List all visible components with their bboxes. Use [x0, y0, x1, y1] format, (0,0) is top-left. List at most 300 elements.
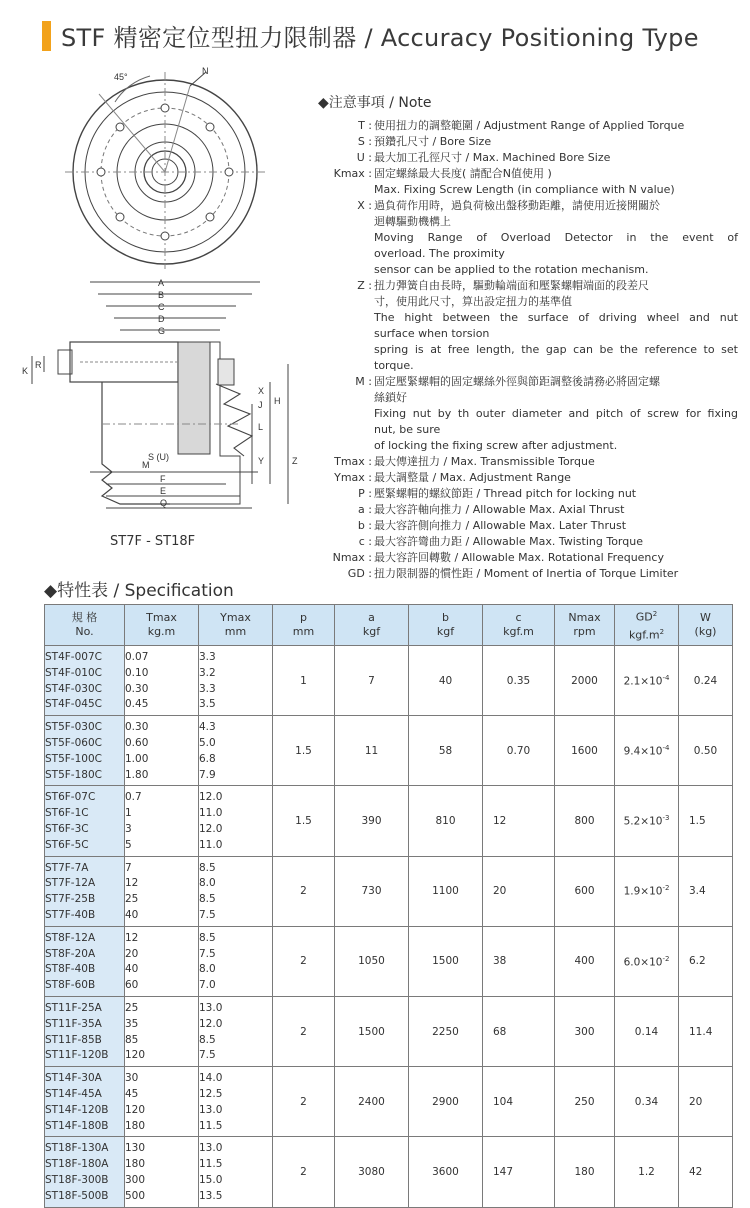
tmax-cell-value: 25 [125, 1001, 139, 1014]
tmax-cell-value: 1.00 [125, 752, 149, 765]
a-cell: 390 [335, 786, 409, 856]
w-cell: 20 [679, 1067, 733, 1137]
tmax-cell-value: 0.07 [125, 651, 149, 663]
spec-header-cell [615, 605, 679, 646]
note-line: torque. [374, 359, 414, 372]
model-cell-value: ST11F-85B [45, 1033, 102, 1046]
ymax-cell-value: 7.5 [199, 908, 216, 921]
c-cell: 12 [483, 786, 555, 856]
page-title-text: STF 精密定位型扭力限制器 / Accuracy Positioning Type [61, 24, 699, 52]
note-line: 固定螺絲最大長度( 請配合N值使用 ) [374, 167, 552, 180]
svg-text:X: X [258, 386, 265, 396]
nmax-cell: 1600 [555, 716, 615, 786]
note-value [374, 486, 738, 502]
spec-row [45, 646, 733, 716]
note-line: 最大容許側向推力 / Allowable Max. Later Thrust [374, 519, 627, 532]
note-line: 最大加工孔徑尺寸 / Max. Machined Bore Size [374, 151, 611, 164]
tmax-cell [125, 786, 199, 856]
c-cell: 0.70 [483, 716, 555, 786]
note-row [318, 502, 738, 518]
note-line: 使用扭力的調整範圍 / Adjustment Range of Applied Torque [374, 119, 685, 132]
model-cell-value: ST7F-25B [45, 893, 96, 906]
p-cell: 2 [273, 1067, 335, 1137]
ymax-cell-value: 12.0 [199, 791, 223, 804]
c-cell: 147 [483, 1137, 555, 1207]
tmax-cell-value: 1 [125, 807, 132, 820]
ymax-cell-value: 11.0 [199, 807, 223, 820]
model-cell-value: ST6F-3C [45, 822, 89, 835]
note-key: Z : [357, 279, 372, 292]
note-row [318, 454, 738, 470]
model-cell-value: ST14F-180B [45, 1119, 109, 1132]
model-cell [45, 716, 125, 786]
model-cell-value: ST18F-130A [45, 1142, 109, 1155]
note-key: GD : [347, 567, 372, 580]
note-value [374, 278, 738, 374]
ymax-cell-value: 12.0 [199, 1017, 223, 1030]
note-line: 扭力限制器的慣性距 / Moment of Inertia of Torque Limiter [374, 567, 679, 580]
tmax-cell-value: 130 [125, 1142, 146, 1155]
ymax-cell-value: 15.0 [199, 1173, 223, 1186]
note-row [318, 278, 738, 374]
note-line: 預鑽孔尺寸 / Bore Size [374, 135, 492, 148]
spec-header-cell [335, 605, 409, 646]
c-cell: 20 [483, 856, 555, 926]
note-line: 寸，使用此尺寸，算出設定扭力的基準值 [374, 295, 572, 308]
tmax-cell-value: 40 [125, 908, 139, 921]
note-row [318, 470, 738, 486]
nmax-cell: 300 [555, 996, 615, 1066]
ymax-cell-value: 11.5 [199, 1158, 223, 1171]
spec-header-cell [125, 605, 199, 646]
ymax-cell-value: 7.5 [199, 1049, 216, 1062]
tmax-cell-value: 500 [125, 1189, 146, 1202]
spec-row [45, 926, 733, 996]
model-cell [45, 646, 125, 716]
tmax-cell [125, 856, 199, 926]
note-row [318, 534, 738, 550]
tmax-cell-value: 45 [125, 1087, 139, 1100]
spec-header-row [45, 605, 733, 646]
gd-base: 9.4×10 [623, 745, 663, 758]
model-cell-value: ST18F-180A [45, 1158, 109, 1171]
tmax-cell-value: 0.30 [125, 721, 149, 734]
svg-text:Z: Z [292, 456, 298, 466]
w-cell: 1.5 [679, 786, 733, 856]
gd-base: 0.14 [634, 1025, 659, 1038]
header-sup: 2 [659, 628, 665, 636]
ymax-cell-value: 13.0 [199, 1103, 223, 1116]
b-cell: 3600 [409, 1137, 483, 1207]
ymax-cell-value: 13.5 [199, 1189, 223, 1202]
a-cell: 730 [335, 856, 409, 926]
spec-row [45, 716, 733, 786]
ymax-cell-value: 13.0 [199, 1001, 223, 1014]
ymax-cell-value: 8.5 [199, 931, 216, 944]
header-line-1: Nmax [568, 611, 601, 624]
header-line-2: (kg) [694, 625, 717, 638]
model-cell-value: ST7F-40B [45, 908, 96, 921]
model-cell-value: ST4F-010C [45, 666, 102, 679]
tmax-cell-value: 120 [125, 1049, 146, 1062]
spec-row [45, 1067, 733, 1137]
note-value [374, 518, 738, 534]
ymax-cell-value: 3.3 [199, 651, 216, 663]
note-line: Fixing nut by th outer diameter and pitch of screw for fixing [374, 407, 738, 420]
model-cell-value: ST8F-60B [45, 979, 96, 992]
gd-cell [615, 1067, 679, 1137]
note-row [318, 198, 738, 278]
spec-body [45, 646, 733, 1208]
b-cell: 58 [409, 716, 483, 786]
a-cell: 1050 [335, 926, 409, 996]
svg-text:Y: Y [258, 456, 265, 466]
model-cell-value: ST4F-030C [45, 682, 102, 695]
gd-exp: -2 [662, 954, 670, 963]
spec-header-cell [409, 605, 483, 646]
note-row [318, 118, 738, 134]
spec-header-cell [679, 605, 733, 646]
ymax-cell [199, 646, 273, 716]
tmax-cell-value: 30 [125, 1072, 139, 1085]
tmax-cell [125, 1137, 199, 1207]
ymax-cell-value: 8.5 [199, 893, 216, 906]
spec-heading: ◆特性表 / Specification [44, 581, 234, 601]
spec-row [45, 856, 733, 926]
tmax-cell [125, 926, 199, 996]
a-cell: 1500 [335, 996, 409, 1066]
ymax-cell [199, 786, 273, 856]
header-line-2: rpm [573, 625, 596, 638]
note-line: sensor can be applied to the rotation mechanism. [374, 263, 649, 276]
tmax-cell-value: 5 [125, 838, 132, 851]
notes-list [318, 118, 738, 582]
header-line-1: b [442, 611, 449, 624]
note-row [318, 566, 738, 582]
gd-base: 6.0×10 [623, 956, 663, 969]
note-row [318, 150, 738, 166]
header-line-2: kgf [362, 625, 381, 638]
svg-text:C: C [158, 302, 165, 312]
note-value [374, 150, 738, 166]
ymax-cell-value: 4.3 [199, 721, 216, 734]
svg-text:R: R [35, 360, 42, 370]
svg-text:M: M [142, 460, 150, 470]
ymax-cell-value: 8.0 [199, 963, 216, 976]
note-line: 最大調整量 / Max. Adjustment Range [374, 471, 571, 484]
drawing-svg [20, 64, 320, 584]
model-cell-value: ST8F-12A [45, 931, 96, 944]
svg-text:S (U): S (U) [148, 452, 169, 462]
model-cell-value: ST14F-30A [45, 1072, 102, 1085]
svg-text:L: L [258, 422, 264, 432]
model-cell [45, 786, 125, 856]
note-value [374, 534, 738, 550]
gd-exp: -2 [662, 884, 670, 893]
b-cell: 40 [409, 646, 483, 716]
model-cell-value: ST4F-007C [45, 651, 102, 663]
note-value [374, 198, 738, 278]
svg-text:J: J [258, 400, 263, 410]
a-cell: 11 [335, 716, 409, 786]
b-cell: 1500 [409, 926, 483, 996]
svg-text:K: K [22, 366, 29, 376]
note-key: c : [358, 535, 372, 548]
tmax-cell-value: 35 [125, 1017, 139, 1030]
model-cell [45, 856, 125, 926]
model-cell-value: ST7F-7A [45, 861, 89, 874]
svg-text:N: N [202, 66, 209, 76]
svg-text:G: G [158, 326, 166, 336]
p-cell: 1.5 [273, 786, 335, 856]
ymax-cell-value: 8.0 [199, 877, 216, 890]
b-cell: 2900 [409, 1067, 483, 1137]
nmax-cell: 250 [555, 1067, 615, 1137]
tmax-cell-value: 40 [125, 963, 139, 976]
drawing-caption: ST7F - ST18F [110, 534, 196, 549]
nmax-cell: 180 [555, 1137, 615, 1207]
note-line: 最大容許彎曲力距 / Allowable Max. Twisting Torque [374, 535, 643, 548]
nmax-cell: 800 [555, 786, 615, 856]
header-line-1: $GD^2$ [635, 610, 658, 624]
note-line: Moving Range of Overload Detector in the event of [374, 231, 738, 244]
model-cell-value: ST11F-35A [45, 1017, 102, 1030]
tmax-cell-value: 120 [125, 1103, 146, 1116]
model-cell-value: ST6F-1C [45, 807, 89, 820]
header-line-1: W [700, 611, 711, 624]
ymax-cell-value: 8.5 [199, 861, 216, 874]
w-cell: 0.24 [679, 646, 733, 716]
ymax-cell-value: 11.5 [199, 1119, 223, 1132]
w-cell: 42 [679, 1137, 733, 1207]
tmax-cell [125, 716, 199, 786]
tmax-cell-value: 12 [125, 877, 139, 890]
gd-cell [615, 926, 679, 996]
header-line-2: mm [292, 625, 315, 638]
note-line: 最大容許軸向推力 / Allowable Max. Axial Thrust [374, 503, 625, 516]
nmax-cell: 400 [555, 926, 615, 996]
technical-drawing [20, 64, 320, 584]
ymax-cell-value: 7.5 [199, 947, 216, 960]
note-value [374, 118, 738, 134]
note-value [374, 374, 738, 454]
model-cell-value: ST4F-045C [45, 698, 102, 711]
gd-cell [615, 856, 679, 926]
note-line: nut, be sure [374, 423, 441, 436]
gd-base: 2.1×10 [623, 675, 663, 688]
b-cell: 2250 [409, 996, 483, 1066]
header-line-1: Ymax [220, 611, 251, 624]
gd-cell [615, 786, 679, 856]
gd-cell [615, 1137, 679, 1207]
svg-text:A: A [158, 278, 165, 288]
model-cell-value: ST6F-07C [45, 791, 96, 804]
model-cell-value: ST7F-12A [45, 877, 96, 890]
tmax-cell [125, 996, 199, 1066]
tmax-cell-value: 3 [125, 822, 132, 835]
model-cell-value: ST14F-120B [45, 1103, 109, 1116]
a-cell: 2400 [335, 1067, 409, 1137]
model-cell-value: ST14F-45A [45, 1087, 102, 1100]
ymax-cell-value: 12.5 [199, 1087, 223, 1100]
header-line-2: No. [75, 625, 94, 638]
header-line-1: 規 格 [71, 611, 98, 624]
gd-cell [615, 996, 679, 1066]
spec-header-cell [555, 605, 615, 646]
spec-header-cell [199, 605, 273, 646]
tmax-cell-value: 0.45 [125, 698, 149, 711]
gd-exp: -4 [662, 744, 670, 753]
gd-base: 1.9×10 [623, 885, 663, 898]
note-value [374, 550, 738, 566]
tmax-cell-value: 60 [125, 979, 139, 992]
tmax-cell-value: 1.80 [125, 768, 149, 781]
note-line: of locking the fixing screw after adjustment. [374, 439, 618, 452]
gd-exp: -4 [662, 673, 670, 682]
tmax-cell-value: 7 [125, 861, 132, 874]
tmax-cell [125, 646, 199, 716]
svg-text:D: D [158, 314, 165, 324]
model-cell-value: ST8F-20A [45, 947, 96, 960]
ymax-cell-value: 12.0 [199, 822, 223, 835]
notes-section [318, 92, 738, 582]
a-cell: 3080 [335, 1137, 409, 1207]
note-row [318, 134, 738, 150]
gd-base: 5.2×10 [623, 815, 663, 828]
tmax-cell-value: 25 [125, 893, 139, 906]
page-title [42, 18, 699, 53]
note-value [374, 166, 738, 198]
p-cell: 2 [273, 1137, 335, 1207]
ymax-cell-value: 3.2 [199, 666, 216, 679]
tmax-cell-value: 180 [125, 1119, 146, 1132]
ymax-cell-value: 8.5 [199, 1033, 216, 1046]
model-cell-value: ST8F-40B [45, 963, 96, 976]
model-cell [45, 996, 125, 1066]
note-key: Kmax : [333, 167, 372, 180]
ymax-cell-value: 5.0 [199, 736, 216, 749]
gd-base: 0.34 [634, 1095, 659, 1108]
tmax-cell-value: 0.7 [125, 791, 142, 804]
note-key: S : [357, 135, 372, 148]
tmax-cell-value: 0.30 [125, 682, 149, 695]
ymax-cell [199, 926, 273, 996]
note-line: 最大容許回轉數 / Allowable Max. Rotational Frequency [374, 551, 664, 564]
spec-row [45, 996, 733, 1066]
note-key: a : [358, 503, 372, 516]
svg-text:B: B [158, 290, 165, 300]
spec-row [45, 1137, 733, 1207]
note-line: 固定壓緊螺帽的固定螺絲外徑與節距調整後請務必將固定螺 [374, 375, 660, 388]
model-cell-value: ST5F-180C [45, 768, 102, 781]
header-sup: 2 [652, 610, 658, 619]
note-key: Ymax : [334, 471, 372, 484]
note-line: surface when torsion [374, 327, 490, 340]
w-cell: 11.4 [679, 996, 733, 1066]
ymax-cell-value: 6.8 [199, 752, 216, 765]
note-row [318, 166, 738, 198]
model-cell-value: ST18F-500B [45, 1189, 109, 1202]
w-cell: 6.2 [679, 926, 733, 996]
ymax-cell [199, 856, 273, 926]
model-cell [45, 926, 125, 996]
model-cell [45, 1067, 125, 1137]
model-cell-value: ST6F-5C [45, 838, 89, 851]
svg-text:Q: Q [160, 498, 168, 508]
nmax-cell: 600 [555, 856, 615, 926]
a-cell: 7 [335, 646, 409, 716]
ymax-cell [199, 1067, 273, 1137]
note-key: b : [357, 519, 372, 532]
note-value [374, 470, 738, 486]
svg-text:H: H [274, 396, 281, 406]
note-key: X : [357, 199, 372, 212]
header-line-2: mm [224, 625, 247, 638]
note-key: P : [358, 487, 372, 500]
svg-text:F: F [160, 474, 166, 484]
svg-text:45°: 45° [114, 72, 128, 82]
header-line-2: kg.m [147, 625, 176, 638]
note-line: 扭力彈簧自由長時，驅動輪端面和壓緊螺帽端面的段差尺 [374, 279, 649, 292]
model-cell-value: ST18F-300B [45, 1173, 109, 1186]
note-row [318, 374, 738, 454]
ymax-cell [199, 716, 273, 786]
note-key: Nmax : [332, 551, 372, 564]
note-row [318, 550, 738, 566]
header-line-1: p [300, 611, 307, 624]
b-cell: 1100 [409, 856, 483, 926]
model-cell [45, 1137, 125, 1207]
model-cell-value: ST11F-120B [45, 1049, 109, 1062]
tmax-cell-value: 0.10 [125, 666, 149, 679]
model-cell-value: ST11F-25A [45, 1001, 102, 1014]
note-key: M : [355, 375, 372, 388]
note-row [318, 518, 738, 534]
tmax-cell-value: 0.60 [125, 736, 149, 749]
w-cell: 3.4 [679, 856, 733, 926]
note-line: 迴轉驅動機構上 [374, 215, 451, 228]
p-cell: 1 [273, 646, 335, 716]
ymax-cell-value: 3.5 [199, 698, 216, 711]
note-key: T : [358, 119, 372, 132]
ymax-cell-value: 7.0 [199, 979, 216, 992]
c-cell: 68 [483, 996, 555, 1066]
note-line: overload. The proximity [374, 247, 505, 260]
note-value [374, 566, 738, 582]
note-value [374, 454, 738, 470]
note-row [318, 486, 738, 502]
c-cell: 104 [483, 1067, 555, 1137]
gd-cell [615, 716, 679, 786]
header-line-2: $kgf.m^2$ [628, 628, 665, 642]
p-cell: 1.5 [273, 716, 335, 786]
note-key: Tmax : [334, 455, 372, 468]
note-value [374, 502, 738, 518]
header-line-1: c [515, 611, 522, 624]
ymax-cell-value: 11.0 [199, 838, 223, 851]
note-line: 壓緊螺帽的螺紋節距 / Thread pitch for locking nut [374, 487, 637, 500]
nmax-cell: 2000 [555, 646, 615, 716]
tmax-cell [125, 1067, 199, 1137]
ymax-cell-value: 14.0 [199, 1072, 223, 1085]
gd-exp: -3 [662, 814, 670, 823]
header-line-2: kgf.m [503, 625, 534, 638]
tmax-cell-value: 20 [125, 947, 139, 960]
note-value [374, 134, 738, 150]
note-line: 過負荷作用時，過負荷檢出盤移動距離，請使用近接開關於 [374, 199, 660, 212]
notes-heading: ◆注意事項 / Note [318, 95, 432, 111]
model-cell-value: ST5F-030C [45, 721, 102, 734]
